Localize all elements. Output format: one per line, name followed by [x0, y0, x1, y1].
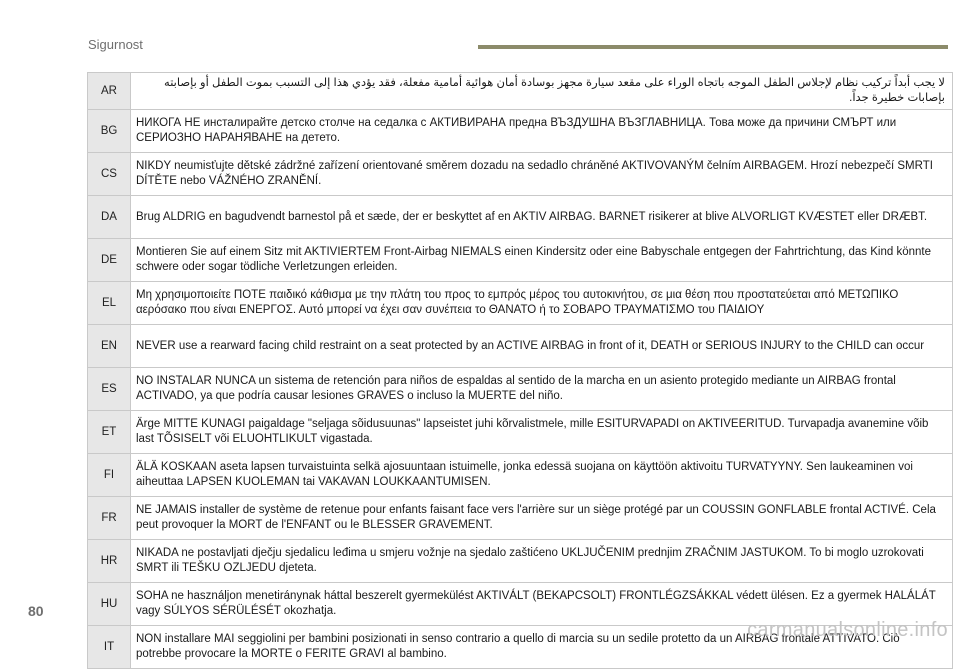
warning-text: NON installare MAI seggiolini per bambini posizionati in senso contrario a quello di marcia su un sedile protetto da un AIRBAG frontale ATTIVATO. Ciò potrebbe provocare la MORTE o FERITE GRAVI al bambino. [131, 626, 953, 669]
warning-text: NEVER use a rearward facing child restraint on a seat protected by an ACTIVE AIRBAG in front of it, DEATH or SERIOUS INJURY to the CHILD can occur [131, 325, 953, 368]
table-row [88, 110, 953, 153]
table-row [88, 497, 953, 540]
section-title: Sigurnost [88, 37, 143, 52]
table-row [88, 368, 953, 411]
table-row [88, 282, 953, 325]
language-code: HU [88, 583, 131, 626]
language-code: IT [88, 626, 131, 669]
language-code: FI [88, 454, 131, 497]
warning-text: ÄLÄ KOSKAAN aseta lapsen turvaistuinta selkä ajosuuntaan istuimelle, jonka edessä suojana on käyttöön aktivoitu TURVATYYNY. Sen laukeaminen voi aiheuttaa LAPSEN KUOLEMAN tai VAKAVAN LOUKKAANTUMISEN. [131, 454, 953, 497]
language-code: BG [88, 110, 131, 153]
language-code: DE [88, 239, 131, 282]
warning-text: NE JAMAIS installer de système de retenue pour enfants faisant face vers l'arrière sur un siège protégé par un COUSSIN GONFLABLE frontal ACTIVÉ. Cela peut provoquer la MORT de l'ENFANT ou le BLESSER GRAVEMENT. [131, 497, 953, 540]
language-code: ES [88, 368, 131, 411]
language-code: HR [88, 540, 131, 583]
table-row [88, 153, 953, 196]
table-row [88, 411, 953, 454]
table-row [88, 454, 953, 497]
warning-text: Montieren Sie auf einem Sitz mit AKTIVIERTEM Front-Airbag NIEMALS einen Kindersitz oder eine Babyschale entgegen der Fahrtrichtung, das Kind könnte schwere oder sogar tödliche Verletzungen erleiden. [131, 239, 953, 282]
table-row [88, 325, 953, 368]
warning-text: Μη χρησιμοποιείτε ΠΟΤΕ παιδικό κάθισμα με την πλάτη του προς το εμπρός μέρος του αυτοκινήτου, σε μια θέση που προστατεύεται από ΜΕΤΩΠΙΚΟ αερόσακο που είναι ΕΝΕΡΓΟΣ. Αυτό μπορεί να έχει σαν συνέπεια το ΘΑΝΑΤΟ ή το ΣΟΒΑΡΟ ΤΡΑΥΜΑΤΙΣΜΟ του ΠΑΙΔΙΟΥ [131, 282, 953, 325]
watermark: carmanualsonline.info [747, 619, 948, 641]
warning-text: لا يجب أبداً تركيب نظام لإجلاس الطفل الموجه باتجاه الوراء على مقعد سيارة مجهز بوسادة أمان هوائية أمامية مفعلة، فقد يؤدي هذا إلى التسبب بموت الطفل أو بإصابته بإصابات خطيرة جداً. [131, 73, 953, 110]
language-code: DA [88, 196, 131, 239]
language-code: AR [88, 73, 131, 110]
warning-text: SOHA ne használjon menetiránynak háttal beszerelt gyermekülést AKTIVÁLT (BEKAPCSOLT) FRONTLÉGZSÁKKAL védett ülésen. Ez a gyermek HALÁLÁT vagy SÚLYOS SÉRÜLÉSÉT okozhatja. [131, 583, 953, 626]
table-row [88, 540, 953, 583]
header-rule [478, 45, 948, 49]
language-code: EN [88, 325, 131, 368]
language-code: EL [88, 282, 131, 325]
table-row [88, 239, 953, 282]
language-code: ET [88, 411, 131, 454]
warning-text: Brug ALDRIG en bagudvendt barnestol på et sæde, der er beskyttet af en AKTIV AIRBAG. BARNET risikerer at blive ALVORLIGT KVÆSTET eller DRÆBT. [131, 196, 953, 239]
warning-text: НИКОГА НЕ инсталирайте детско столче на седалка с АКТИВИРАНА предна ВЪЗДУШНА ВЪЗГЛАВНИЦА. Това може да причини СМЪРТ или СЕРИОЗНО НАРАНЯВАНЕ на детето. [131, 110, 953, 153]
table-row [88, 73, 953, 110]
table-row [88, 196, 953, 239]
language-code: FR [88, 497, 131, 540]
language-code: CS [88, 153, 131, 196]
page-number: 80 [28, 603, 44, 619]
warning-text: Ärge MITTE KUNAGI paigaldage "seljaga sõidusuunas" lapseistet juhi kõrvalistmele, mille ESITURVAPADI on AKTIVEERITUD. Turvapadja avanemine võib last TÕSISELT või ELUOHTLIKULT vigastada. [131, 411, 953, 454]
warning-text: NO INSTALAR NUNCA un sistema de retención para niños de espaldas al sentido de la marcha en un asiento protegido mediante un AIRBAG frontal ACTIVADO, ya que podría causar lesiones GRAVES o incluso la MUERTE del niño. [131, 368, 953, 411]
warning-table [87, 72, 953, 669]
warning-text: NIKDY neumisťujte dětské zádržné zařízení orientované směrem dozadu na sedadlo chráněné AKTIVOVANÝM čelním AIRBAGEM. Hrozí nebezpečí SMRTI DÍTĚTE nebo VÁŽNÉHO ZRANĚNÍ. [131, 153, 953, 196]
warning-text: NIKADA ne postavljati dječju sjedalicu leđima u smjeru vožnje na sjedalo zaštićeno UKLJUČENIM prednjim ZRAČNIM JASTUKOM. To bi moglo uzrokovati SMRT ili TEŠKU OZLJEDU djeteta. [131, 540, 953, 583]
